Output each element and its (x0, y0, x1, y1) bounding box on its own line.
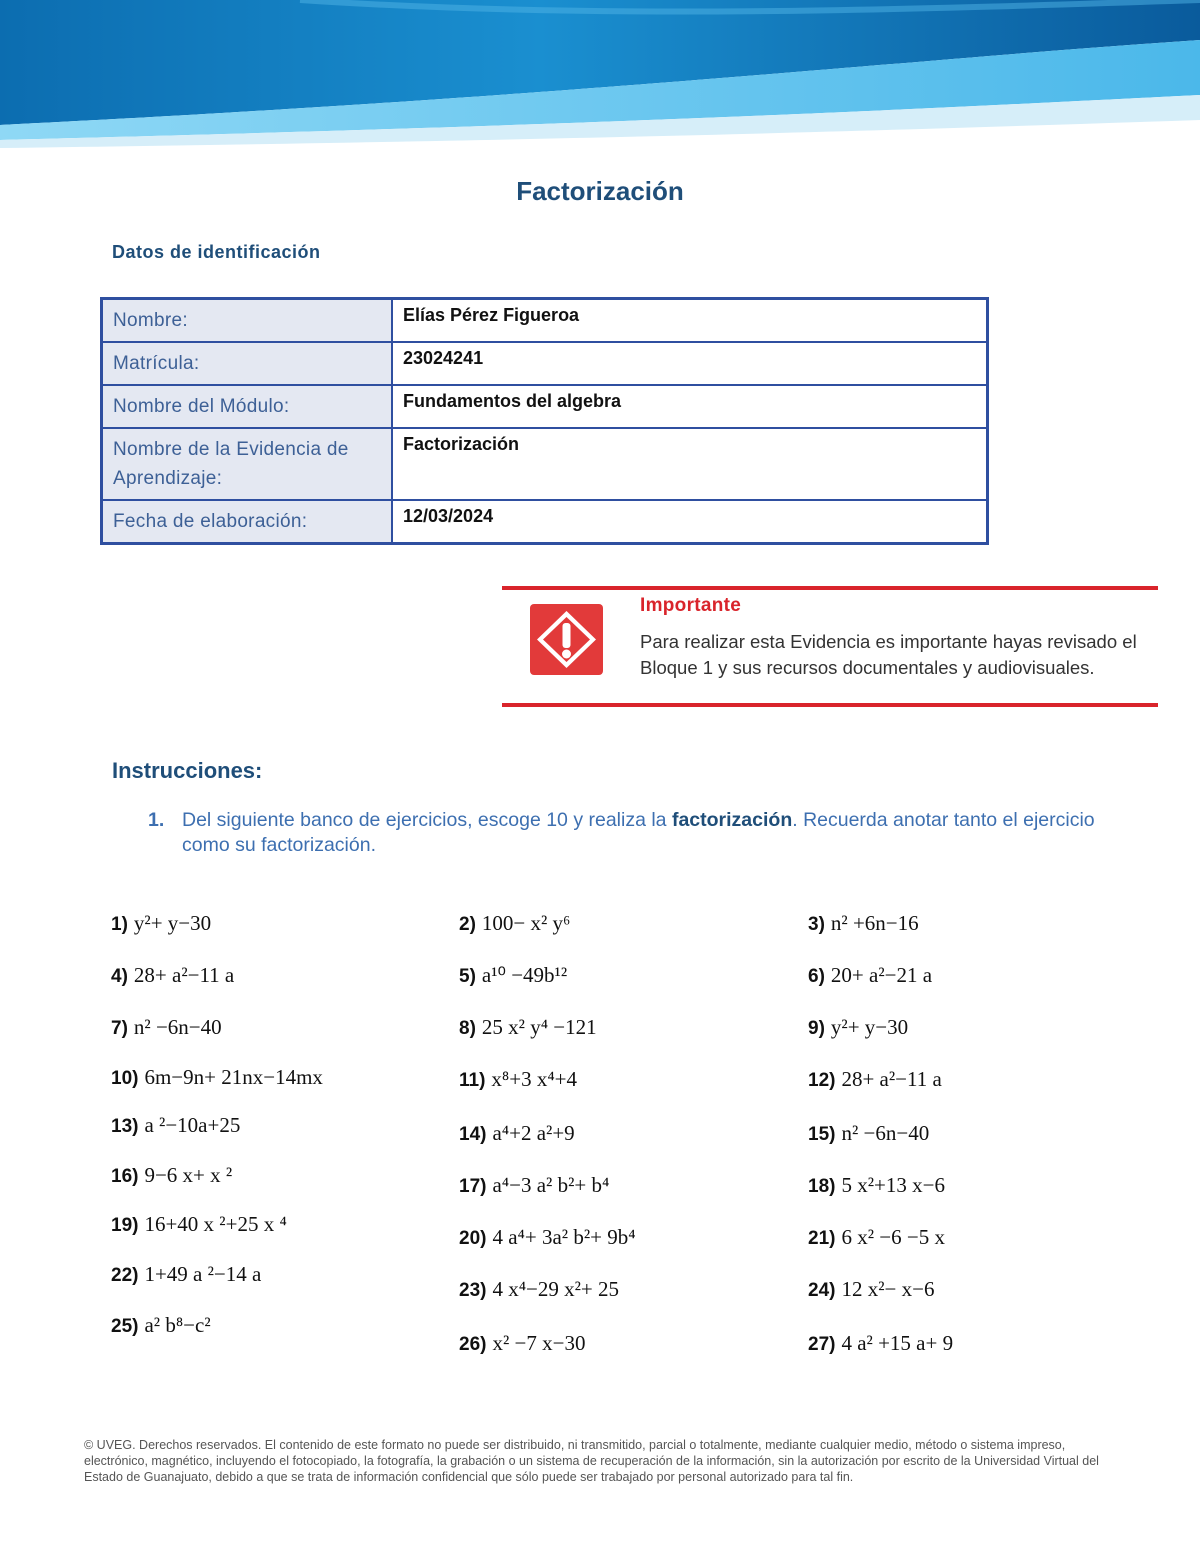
exercise-number: 19) (111, 1215, 139, 1236)
exercise-number: 18) (808, 1176, 836, 1197)
exercise-number: 2) (459, 914, 476, 935)
exercise (111, 1313, 211, 1338)
exercise-number: 7) (111, 1018, 128, 1039)
instructions-heading: Instrucciones: (112, 758, 263, 783)
exercise (808, 963, 932, 988)
instruction-text-end: . Recuerda anotar tanto el ejercicio como su factorización. (182, 809, 1095, 856)
exercise-expression: 25 x² y⁴ −121 (481, 1015, 597, 1039)
row-value: Factorización (392, 428, 988, 500)
exercise-number: 9) (808, 1018, 825, 1039)
exercise (808, 911, 919, 936)
exercise-number: 27) (808, 1334, 836, 1355)
exercise (808, 1277, 934, 1302)
exercise-number: 24) (808, 1280, 836, 1301)
row-label: Matrícula: (102, 342, 393, 385)
exercise-expression: 4 a⁴+ 3a² b²+ 9b⁴ (492, 1225, 636, 1249)
row-value: 12/03/2024 (392, 500, 988, 544)
exercise-expression: 4 a² +15 a+ 9 (841, 1331, 954, 1355)
exercise-expression: 5 x²+13 x−6 (841, 1173, 945, 1197)
exercise-expression: x² −7 x−30 (492, 1331, 586, 1355)
exercise (459, 1277, 619, 1302)
exercise (111, 1262, 261, 1287)
exercise (808, 1121, 929, 1146)
exercise-number: 12) (808, 1070, 836, 1091)
exercise (459, 1173, 609, 1198)
exercise-expression: 100− x² y⁶ (481, 911, 571, 935)
exercise-number: 17) (459, 1176, 487, 1197)
exercise (808, 1331, 953, 1356)
exercise-expression: x⁸+3 x⁴+4 (491, 1067, 578, 1091)
exercise-number: 6) (808, 966, 825, 987)
exercise-expression: a² b⁸−c² (144, 1313, 211, 1337)
exercise-number: 10) (111, 1068, 139, 1089)
important-top-rule (502, 586, 1158, 590)
row-value: 23024241 (392, 342, 988, 385)
exercise (111, 1212, 287, 1237)
exercise-expression: 28+ a²−11 a (133, 963, 235, 987)
exercise-number: 16) (111, 1166, 139, 1187)
exercise (111, 963, 234, 988)
warning-icon (529, 603, 604, 676)
exercise-expression: y²+ y−30 (830, 1015, 909, 1039)
exercise-number: 3) (808, 914, 825, 935)
exercise (459, 1331, 585, 1356)
row-label: Nombre: (102, 299, 393, 343)
exercise-expression: 6m−9n+ 21nx−14mx (144, 1065, 323, 1089)
exercise-expression: 4 x⁴−29 x²+ 25 (492, 1277, 620, 1301)
exercise (808, 1015, 908, 1040)
copyright-footer: © UVEG. Derechos reservados. El contenido de este formato no puede ser distribuido, ni transmitido, parcial o totalmente, mediante cualquier medio, método o sistema impreso, electrónico, magnético, incluyendo el fotocopiado, la fotografía, la grabación o un sistema de recuperación de la información, sin la autorización por escrito de la Universidad Virtual del Estado de Guanajuato, debido a que se trata de información confidencial que sólo puede ser trabajado por personal autorizado para tal fin. (84, 1438, 1099, 1484)
exercise (459, 1225, 636, 1250)
row-label: Nombre del Módulo: (102, 385, 393, 428)
exercise-number: 4) (111, 966, 128, 987)
exercise-expression: n² −6n−40 (841, 1121, 930, 1145)
instruction-text-start: Del siguiente banco de ejercicios, escoge 10 y realiza la (182, 809, 672, 831)
exercise-expression: a⁴+2 a²+9 (492, 1121, 575, 1145)
exercise-number: 1) (111, 914, 128, 935)
page-title: Factorización (516, 176, 684, 206)
exercise (459, 1121, 575, 1146)
important-bottom-rule (502, 703, 1158, 707)
important-title: Importante (640, 595, 742, 616)
exercise-expression: y²+ y−30 (133, 911, 212, 935)
exercise-expression: a¹⁰ −49b¹² (481, 963, 568, 987)
exercise-number: 8) (459, 1018, 476, 1039)
exercise-expression: 1+49 a ²−14 a (144, 1262, 262, 1286)
instruction-text (182, 808, 1108, 858)
row-value: Fundamentos del algebra (392, 385, 988, 428)
exercise-number: 13) (111, 1116, 139, 1137)
exercise (111, 1163, 232, 1188)
exercise (459, 1067, 577, 1092)
exercise-expression: 9−6 x+ x ² (144, 1163, 233, 1187)
exercise-expression: 28+ a²−11 a (841, 1067, 942, 1091)
table-row (102, 500, 988, 544)
exercise (111, 1065, 323, 1090)
exercise (459, 963, 567, 988)
exercise (111, 1113, 240, 1138)
instruction-keyword: factorización (671, 809, 793, 831)
important-text: Para realizar esta Evidencia es importante hayas revisado el Bloque 1 y sus recursos documentales y audiovisuales. (640, 631, 1137, 678)
exercise (459, 1015, 597, 1040)
table-row (102, 299, 988, 343)
identification-heading: Datos de identificación (112, 242, 321, 262)
instruction-number: 1. (148, 809, 165, 831)
exercise-number: 21) (808, 1228, 836, 1249)
exercise (808, 1067, 942, 1092)
exercise (111, 1015, 222, 1040)
exercise-number: 26) (459, 1334, 487, 1355)
exercise-number: 23) (459, 1280, 487, 1301)
exercise (111, 911, 211, 936)
exercise-number: 20) (459, 1228, 487, 1249)
exercise-expression: 12 x²− x−6 (841, 1277, 935, 1301)
exercise-expression: a ²−10a+25 (144, 1113, 241, 1137)
header-banner (0, 0, 1200, 150)
row-label: Nombre de la Evidencia de Aprendizaje: (102, 428, 393, 500)
exercise-number: 14) (459, 1124, 487, 1145)
exercise (808, 1225, 945, 1250)
exercise (808, 1173, 945, 1198)
exercise-number: 15) (808, 1124, 836, 1145)
exercise-expression: 6 x² −6 −5 x (841, 1225, 945, 1249)
table-row (102, 385, 988, 428)
exercise-number: 11) (459, 1070, 486, 1091)
identification-table (100, 297, 989, 545)
exercise-number: 25) (111, 1316, 139, 1337)
exercise-expression: n² +6n−16 (830, 911, 919, 935)
exercise-number: 5) (459, 966, 476, 987)
instruction-item (148, 808, 1108, 858)
exercise-expression: a⁴−3 a² b²+ b⁴ (492, 1173, 610, 1197)
exercise-expression: n² −6n−40 (133, 1015, 222, 1039)
exercise (459, 911, 570, 936)
table-row (102, 342, 988, 385)
exercise-expression: 16+40 x ²+25 x ⁴ (144, 1212, 287, 1236)
table-row (102, 428, 988, 500)
exercise-expression: 20+ a²−21 a (830, 963, 933, 987)
exercise-number: 22) (111, 1265, 139, 1286)
row-value: Elías Pérez Figueroa (392, 299, 988, 343)
row-label: Fecha de elaboración: (102, 500, 393, 544)
